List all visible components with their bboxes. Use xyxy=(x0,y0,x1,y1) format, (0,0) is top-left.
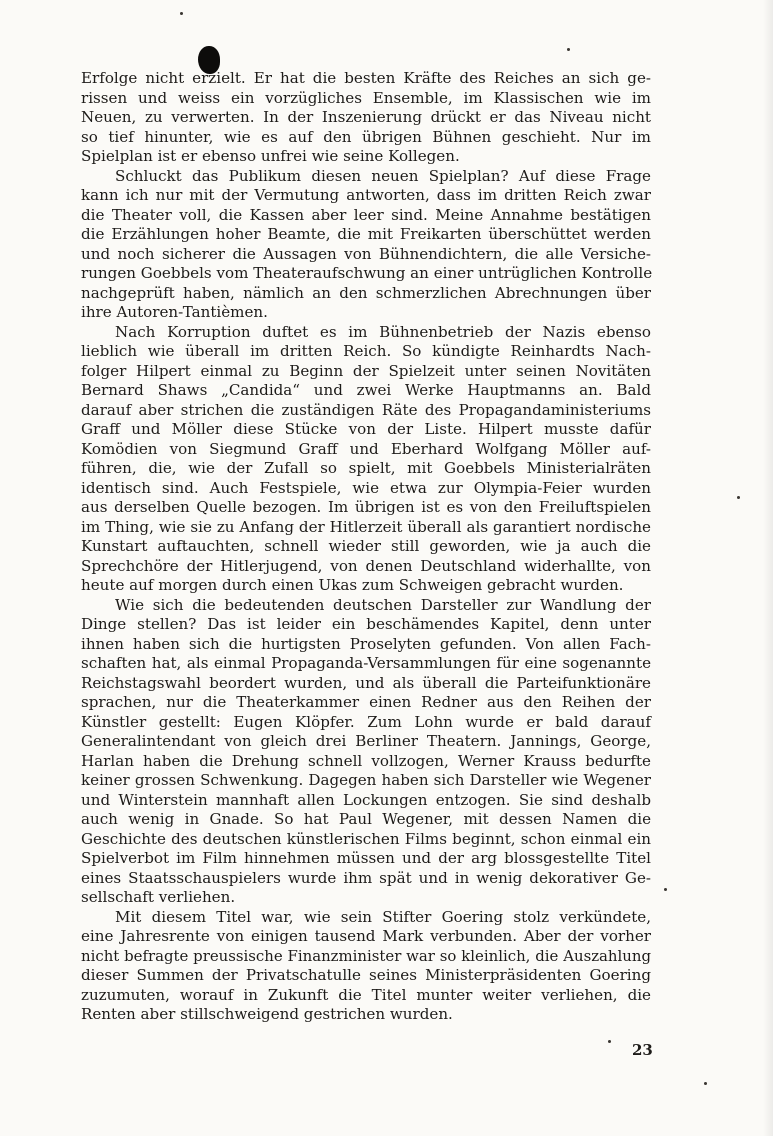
text-line: kann ich nur mit der Vermutung antworten, dass im dritten Reich zwar xyxy=(81,186,651,204)
text-line: Graff und Möller diese Stücke von der Liste. Hilpert musste dafür xyxy=(81,420,651,438)
text-line: auch wenig in Gnade. So hat Paul Wegener, mit dessen Namen die xyxy=(81,810,651,828)
text-line: Geschichte des deutschen künstlerischen Films beginnt, schon einmal ein xyxy=(81,829,651,848)
text-line: Harlan haben die Drehung schnell vollzogen, Werner Krauss bedurfte xyxy=(81,751,651,770)
text-line: nicht befragte preussische Finanzminister war so kleinlich, die Auszahlung xyxy=(81,946,651,965)
text-line: Wie sich die bedeutenden deutschen Darsteller zur Wandlung der xyxy=(115,595,651,614)
text-line: Renten aber stillschweigend gestrichen wurden. xyxy=(81,1005,453,1023)
text-line: sellschaft verliehen. xyxy=(81,888,236,906)
text-line: Mit diesem Titel war, wie sein Stifter Goering stolz verkündete, xyxy=(115,907,651,926)
body-text xyxy=(81,69,651,1025)
text-line: identisch sind. Auch Festspiele, wie etwa zur Olympia-Feier wurden xyxy=(81,478,651,497)
text-line: Nach Korruption duftet es im Bühnenbetrieb der Nazis ebenso xyxy=(115,322,651,341)
text-line: und Winterstein mannhaft allen Lockungen entzogen. Sie sind deshalb xyxy=(81,790,651,809)
text-line: heute auf morgen durch einen Ukas zum Schweigen gebracht wurden. xyxy=(81,576,624,594)
text-line: und noch sicherer die Aussagen von Bühnendichtern, die alle Versiche- xyxy=(81,244,651,263)
paper-speck xyxy=(180,12,183,15)
text-line: Erfolge nicht erzielt. Er hat die besten Kräfte des Reiches an sich ge- xyxy=(81,69,651,87)
paper-speck xyxy=(567,48,570,51)
text-line: sprachen, nur die Theaterkammer einen Redner aus den Reihen der xyxy=(81,693,651,711)
page-number: 23 xyxy=(632,1041,653,1059)
text-line: dieser Summen der Privatschatulle seines Ministerpräsidenten Goering xyxy=(81,966,651,984)
text-line: im Thing, wie sie zu Anfang der Hitlerzeit überall als garantiert nordische xyxy=(81,517,651,536)
text-line: die Theater voll, die Kassen aber leer sind. Meine Annahme bestätigen xyxy=(81,205,651,224)
text-line: folger Hilpert einmal zu Beginn der Spielzeit unter seinen Novitäten xyxy=(81,361,651,380)
text-line: schaften hat, als einmal Propaganda-Versammlungen für eine sogenannte xyxy=(81,654,651,672)
text-line: nachgeprüft haben, nämlich an den schmerzlichen Abrechnungen über xyxy=(81,283,651,302)
text-line: keiner grossen Schwenkung. Dagegen haben sich Darsteller wie Wegener xyxy=(81,771,651,789)
text-line: eines Staatsschauspielers wurde ihm spät und in wenig dekorativer Ge- xyxy=(81,868,651,887)
text-line: Generalintendant von gleich drei Berliner Theatern. Jannings, George, xyxy=(81,732,651,750)
text-line: lieblich wie überall im dritten Reich. So kündigte Reinhardts Nach- xyxy=(81,342,651,360)
paper-speck xyxy=(704,1082,707,1085)
text-line: darauf aber strichen die zuständigen Räte des Propagandaministeriums xyxy=(81,400,651,419)
text-line: Kunstart auftauchten, schnell wieder still geworden, wie ja auch die xyxy=(81,537,651,555)
page-edge-shadow xyxy=(763,0,773,1136)
text-line: Schluckt das Publikum diesen neuen Spielplan? Auf diese Frage xyxy=(115,166,651,185)
paper-speck xyxy=(664,888,667,891)
text-line: Dinge stellen? Das ist leider ein beschämendes Kapitel, denn unter xyxy=(81,615,651,633)
text-line: ihnen haben sich die hurtigsten Proselyten gefunden. Von allen Fach- xyxy=(81,634,651,653)
text-line: Bernard Shaws „Candida“ und zwei Werke Hauptmanns an. Bald xyxy=(81,381,651,399)
text-line: rungen Goebbels vom Theateraufschwung an einer untrüglichen Kontrolle xyxy=(81,264,653,282)
text-line: Neuen, zu verwerten. In der Inszenierung drückt er das Niveau nicht xyxy=(81,108,651,126)
text-line: ihre Autoren-Tantièmen. xyxy=(81,303,268,321)
text-line: Spielplan ist er ebenso unfrei wie seine Kollegen. xyxy=(81,147,460,165)
text-line: Sprechchöre der Hitlerjugend, von denen Deutschland widerhallte, von xyxy=(81,556,651,575)
paper-speck xyxy=(608,1040,611,1043)
paper-speck xyxy=(737,496,740,499)
text-line: führen, die, wie der Zufall so spielt, mit Goebbels Ministerialräten xyxy=(81,459,651,477)
text-line: aus derselben Quelle bezogen. Im übrigen ist es von den Freiluftspielen xyxy=(81,498,651,516)
text-line: zuzumuten, worauf in Zukunft die Titel munter weiter verliehen, die xyxy=(81,985,651,1004)
text-line: die Erzählungen hoher Beamte, die mit Freikarten überschüttet werden xyxy=(81,225,651,243)
text-line: eine Jahresrente von einigen tausend Mark verbunden. Aber der vorher xyxy=(81,927,651,945)
text-line: so tief hinunter, wie es auf den übrigen Bühnen geschieht. Nur im xyxy=(81,127,651,146)
text-line: Spielverbot im Film hinnehmen müssen und der arg blossgestellte Titel xyxy=(81,849,651,867)
text-line: Komödien von Siegmund Graff und Eberhard Wolfgang Möller auf- xyxy=(81,439,651,458)
text-line: Reichstagswahl beordert wurden, und als überall die Parteifunktionäre xyxy=(81,673,651,692)
text-line: Künstler gestellt: Eugen Klöpfer. Zum Lohn wurde er bald darauf xyxy=(81,712,651,731)
text-line: rissen und weiss ein vorzügliches Ensemble, im Klassischen wie im xyxy=(81,88,651,107)
